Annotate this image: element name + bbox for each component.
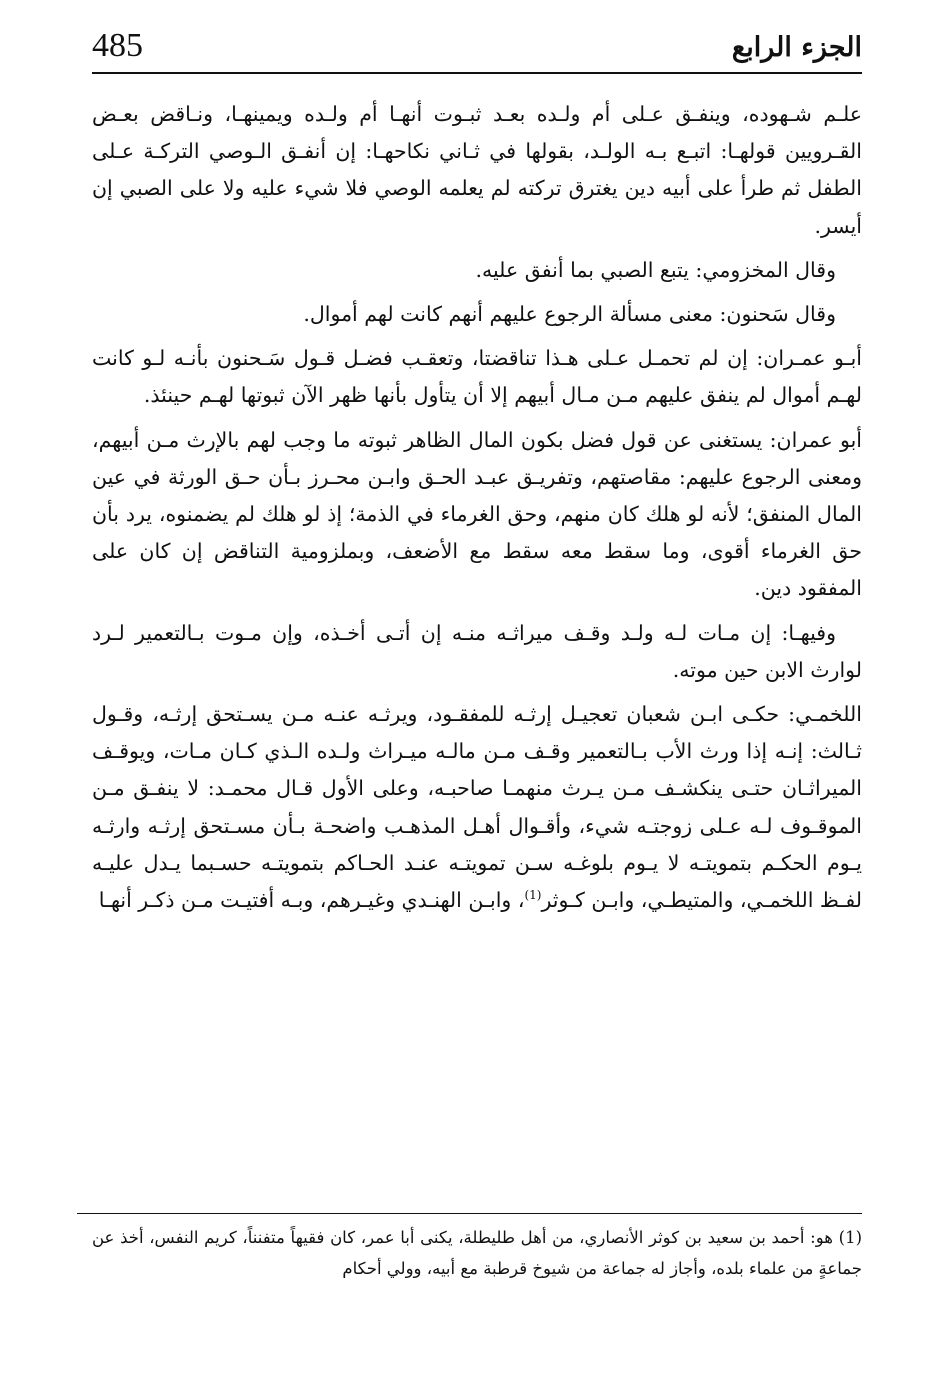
running-title: الجزء الرابع xyxy=(731,32,862,63)
page-number: 485 xyxy=(92,27,143,64)
paragraph xyxy=(92,696,862,919)
paragraph: وقال سَحنون: معنى مسألة الرجوع عليهم أنهم كانت لهم أموال. xyxy=(303,302,836,327)
footnote-marker: (1) xyxy=(524,888,542,903)
page-header xyxy=(92,22,862,74)
paragraph: أبـو عمـران: إن لم تحمـل عـلى هـذا تناقضتا، وتعقـب فضـل قـول سَـحنون بأنـه لـو كانت لهـم أموال لم ينفق عليهم مـن مـال أبيهم إلا أن يتأول بأنها ظهر الآن ثبوتها لهـم حينئذ. xyxy=(92,346,862,408)
paragraph: وفيهـا: إن مـات لـه ولـد وقـف ميراثـه منـه إن أتـى أخـذه، وإن مـوت بـالتعمير لـرد لوارث الابن حين موته. xyxy=(92,620,862,682)
paragraph: أبو عمران: يستغنى عن قول فضل بكون المال الظاهر ثبوته ما وجب لهم بالإرث مـن أبيهم، ومعنى الرجوع عليهم: مقاصتهم، وتفريـق عبـد الحـق وابـن محـرز بـأن حـق الورثة في عين المال المنفق؛ لأنه لو هلك كان منهم، وحق الغرماء في الذمة؛ إذ لو هلك لم يضمنوه، يرد بأن حق الغرماء أقوى، وما سقط معه سقط مع الأضعف، وبملزومية التناقض إن كان على المفقود دين. xyxy=(92,427,862,601)
paragraph: وقال المخزومي: يتبع الصبي بما أنفق عليه. xyxy=(475,257,836,282)
paragraph-text: اللخمـي: حكـى ابـن شعبان تعجيـل إرثـه للمفقـود، ويرثـه عنـه مـن يسـتحق إرثـه، وقـول ثـالث: إنـه إذا ورث الأب بـالتعمير وقـف مـن مالـه ميـراث ولـده الـذي كـان مـات، ويوقـف الميراثـان حتـى ينكشـف مـن يـرث منهمـا صاحبـه، وعلى الأول قـال محمـد: لا ينفـق مـن الموقـوف لـه عـلى زوجتـه شيء، وأقـوال أهـل المذهـب واضحـة بـأن مسـتحق إرثـه وارثـه يـوم الحكـم بتمويتـه لا يـوم بلوغـه سـن تمويتـه عنـد الحـاكم بتمويتـه حسـبما يـدل عليـه لفـظ اللخمـي، والمتيطـي، وابـن كـوثر xyxy=(92,702,862,913)
paragraph-text: ، وابـن الهنـدي وغيـرهم، وبـه أفتيـت مـن ذكـر أنهـا xyxy=(98,888,525,913)
paragraph: علـم شـهوده، وينفـق عـلى أم ولـده بعـد ثبـوت أنهـا أم ولـده ويمينهـا، ونـاقض بعـض القـرويين قولهـا: اتبـع بـه الولـد، بقولها في ثـاني نكاحهـا: إن أنفـق الـوصي التركـة عـلى الطفل ثم طرأ على أبيه دين يغترق تركته لم يعلمه الوصي فلا شيء عليه ولا على الصبي إن أيسر. xyxy=(92,102,862,238)
footnote: (1) هو: أحمد بن سعيد بن كوثر الأنصاري، من أهل طليطلة، يكنى أبا عمر، كان فقيهاً متفنناً، كريم النفس، أخذ عن جماعةٍ من علماء بلده، وأجاز له جماعة من شيوخ قرطبة مع أبيه، وولي أحكام xyxy=(92,1228,862,1278)
footnote-divider xyxy=(77,1213,862,1214)
main-text xyxy=(92,96,862,926)
